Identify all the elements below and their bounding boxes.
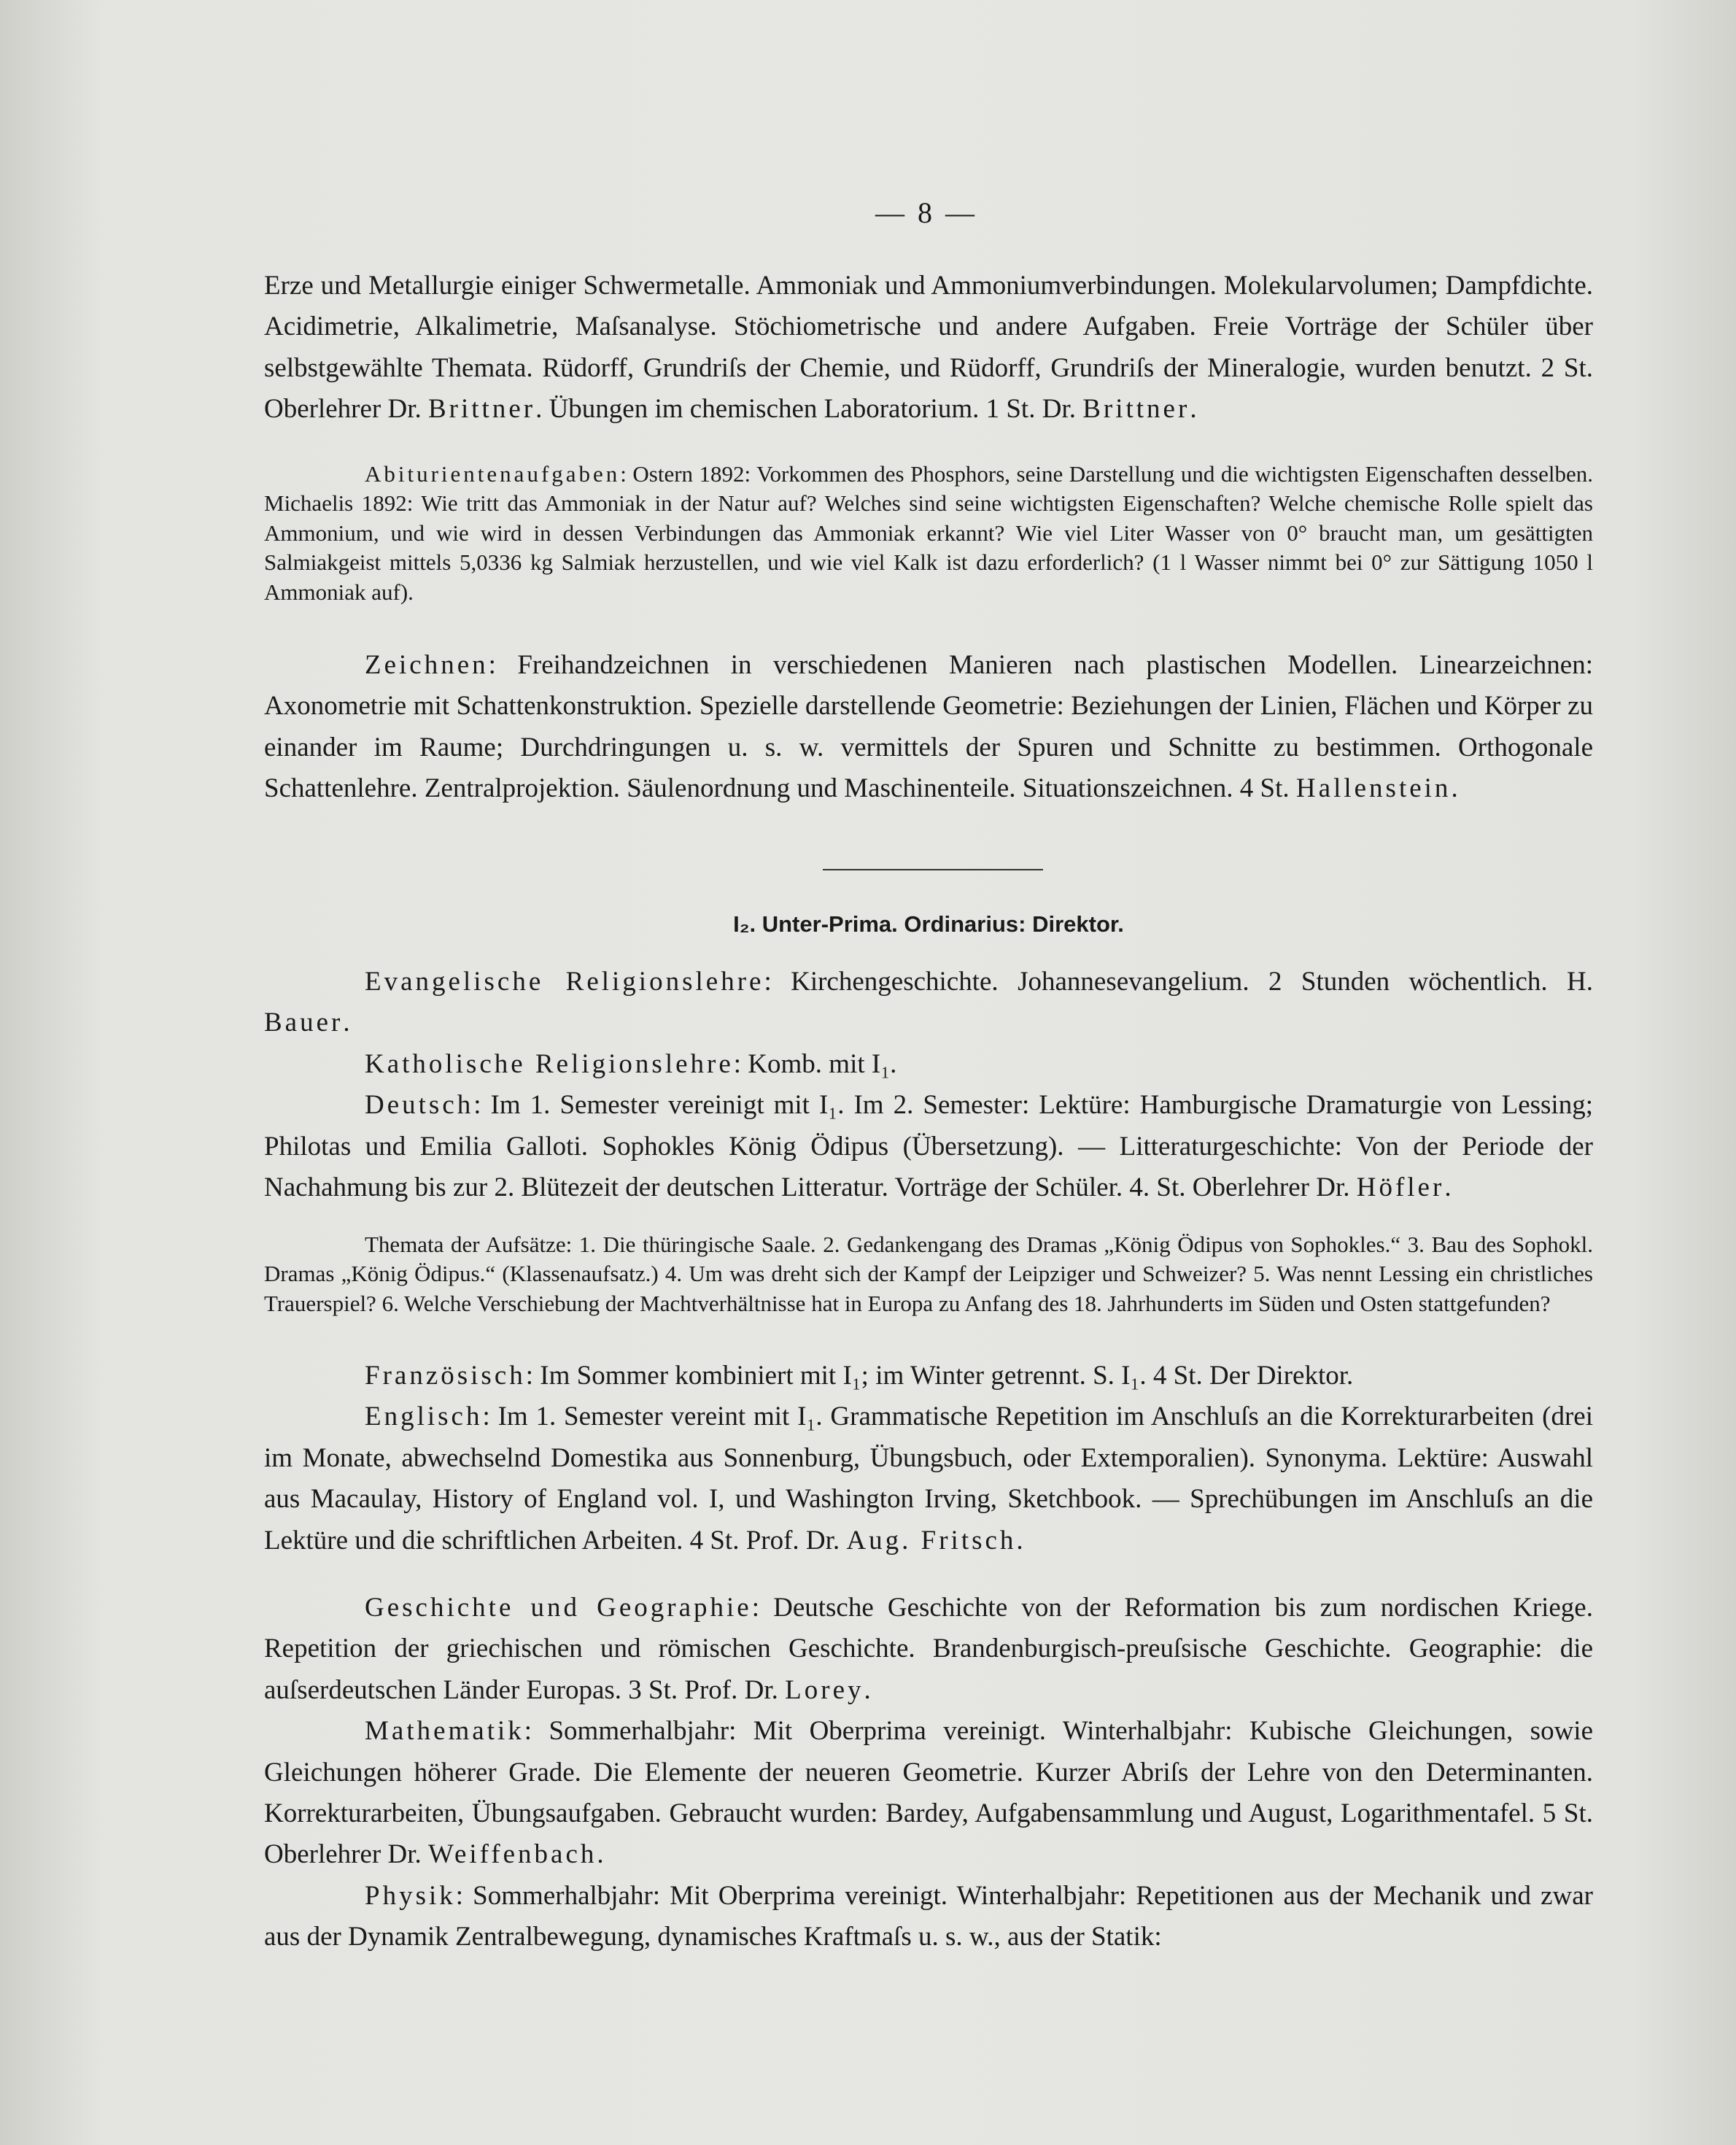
- paragraph-exam-tasks: Abiturientenaufgaben: Ostern 1892: Vorkommen des Phosphors, seine Darstellung und die wichtigsten Eigenschaften desselben. Michaelis 1892: Wie tritt das Ammoniak in der Natur auf? Welches sind seine wichtigsten Eigenschaften? Welche chemische Rolle spielt das Ammonium, und wie wird in dessen Verbindungen das Ammoniak erkannt? Wie viel Liter Wasser von 0° braucht man, um gesättigten Salmiakgeist mittels 5,0336 kg Salmiak herzustellen, und wie viel Kalk ist dazu erforderlich? (1 l Wasser nimmt bei 0° zur Sättigung 1050 l Ammoniak auf).: [264, 461, 1593, 605]
- teacher-name: Brittner: [1082, 394, 1190, 425]
- paragraph-label: Mathematik: [365, 1716, 524, 1747]
- page-number: — 8 —: [875, 196, 977, 229]
- paragraph-history: Geschichte und Geographie: Deutsche Geschichte von der Reformation bis zum nordischen Kriege. Repetition der griechischen und römischen Geschichte. Brandenburgisch-preuſsische Geschichte. Geographie: die auſserdeutschen Länder Europas. 3 St. Prof. Dr. Lorey.: [264, 1593, 1593, 1705]
- section-divider: [823, 869, 1043, 870]
- paragraph-label: Französisch: [365, 1361, 526, 1391]
- paragraph-label: Zeichnen: [365, 650, 489, 680]
- teacher-name: Lorey: [785, 1674, 864, 1705]
- paragraph-french: Französisch: Im Sommer kombiniert mit I₁; im Winter getrennt. S. I₁. 4 St. Der Direktor.: [365, 1361, 1354, 1391]
- section-subjects-a: [264, 962, 1593, 1208]
- paragraph-mathematics: Mathematik: Sommerhalbjahr: Mit Oberprima vereinigt. Winterhalbjahr: Kubische Gleichungen, sowie Gleichungen höherer Grade. Die Elemente der neueren Geometrie. Kurzer Abriſs der Lehre von den Determinanten. Korrekturarbeiten, Übungsaufgaben. Gebraucht wurden: Bardey, Aufgabensammlung und August, Logarithmentafel. 5 St. Oberlehrer Dr. Weiffenbach.: [264, 1716, 1593, 1870]
- paragraph-physics: Physik: Sommerhalbjahr: Mit Oberprima vereinigt. Winterhalbjahr: Repetitionen aus der Mechanik und zwar aus der Dynamik Zentralbewegung, dynamisches Kraftmaſs u. s. w., aus der Statik:: [264, 1880, 1593, 1952]
- teacher-name: Brittner: [427, 394, 536, 425]
- teacher-name: Bauer: [264, 1008, 344, 1038]
- paragraph-german: Deutsch: Im 1. Semester vereinigt mit I₁. Im 2. Semester: Lektüre: Hamburgische Dramaturgie von Lessing; Philotas und Emilia Galloti. Sophokles König Ödipus (Übersetzung). — Litteraturgeschichte: Von der Periode der Nachahmung bis zur 2. Blütezeit der deutschen Litteratur. Vorträge der Schüler. 4. St. Oberlehrer Dr. Höfler.: [264, 1090, 1593, 1203]
- class-heading: I₂. Unter-Prima. Ordinarius: Direktor.: [733, 911, 1124, 937]
- section-drawing: [264, 645, 1593, 810]
- section-subjects-b: [264, 1356, 1593, 1561]
- teacher-name: Höfler: [1356, 1172, 1445, 1203]
- paragraph-catholic: Katholische Religionslehre: Komb. mit I₁.: [365, 1048, 897, 1079]
- section-essay-themes: [264, 1230, 1593, 1318]
- teacher-name: Hallenstein: [1295, 773, 1452, 804]
- paragraph-label: Evangelische Religionslehre: [365, 967, 764, 997]
- section-subjects-c: [264, 1588, 1593, 1958]
- teacher-name: Aug. Fritsch: [846, 1525, 1017, 1555]
- paragraph-label: Deutsch: [365, 1090, 474, 1121]
- paragraph-evangelical: Evangelische Religionslehre: Kirchengeschichte. Johannesevangelium. 2 Stunden wöchentlich. H. Bauer.: [264, 967, 1593, 1038]
- paragraph-label: Geschichte und Geographie: [365, 1593, 752, 1623]
- paragraph-essay-themes: Themata der Aufsätze: 1. Die thüringische Saale. 2. Gedankengang des Dramas „König Ödipus von Sophokles.“ 3. Bau des Sophokl. Dramas „König Ödipus.“ (Klassenaufsatz.) 4. Um was dreht sich der Kampf der Leipziger und Schweizer? 5. Was nennt Lessing ein christliches Trauerspiel? 6. Welche Verschiebung der Machtverhältnisse hat in Europa zu Anfang des 18. Jahrhunderts im Süden und Osten stattgefunden?: [264, 1232, 1593, 1316]
- teacher-name: Weiffenbach: [427, 1839, 597, 1870]
- paragraph-label: Abiturientenaufgaben: [365, 461, 621, 487]
- paragraph-drawing: Zeichnen: Freihandzeichnen in verschiedenen Manieren nach plastischen Modellen. Linearzeichnen: Axonometrie mit Schattenkonstruktion. Spezielle darstellende Geometrie: Beziehungen der Linien, Flächen und Körper zu einander im Raume; Durchdringungen u. s. w. vermittels der Spuren und Schnitte zu bestimmen. Orthogonale Schattenlehre. Zentralprojektion. Säulenordnung und Maschinenteile. Situationszeichnen. 4 St. Hallenstein.: [264, 650, 1593, 804]
- paragraph-label: Katholische Religionslehre: [365, 1048, 734, 1079]
- paragraph-label: Physik: [365, 1880, 456, 1911]
- section-exam-tasks: [264, 460, 1593, 607]
- paragraph-chemistry: Erze und Metallurgie einiger Schwermetalle. Ammoniak und Ammoniumverbindungen. Molekularvolumen; Dampfdichte. Acidimetrie, Alkalimetrie, Maſsanalyse. Stöchiometrische und andere Aufgaben. Freie Vorträge der Schüler über selbstgewählte Themata. Rüdorff, Grundriſs der Chemie, und Rüdorff, Grundriſs der Mineralogie, wurden benutzt. 2 St. Oberlehrer Dr. Brittner. Übungen im chemischen Laboratorium. 1 St. Dr. Brittner.: [264, 271, 1593, 425]
- section-chemistry-end: [264, 266, 1593, 430]
- paragraph-english: Englisch: Im 1. Semester vereint mit I₁. Grammatische Repetition im Anschluſs an die Korrekturarbeiten (drei im Monate, abwechselnd Domestika aus Sonnenburg, Übungsbuch, oder Extemporalien). Synonyma. Lektüre: Auswahl aus Macaulay, History of England vol. I, und Washington Irving, Sketchbook. — Sprechübungen im Anschluſs an die Lektüre und die schriftlichen Arbeiten. 4 St. Prof. Dr. Aug. Fritsch.: [264, 1402, 1593, 1555]
- paragraph-label: Englisch: [365, 1402, 483, 1432]
